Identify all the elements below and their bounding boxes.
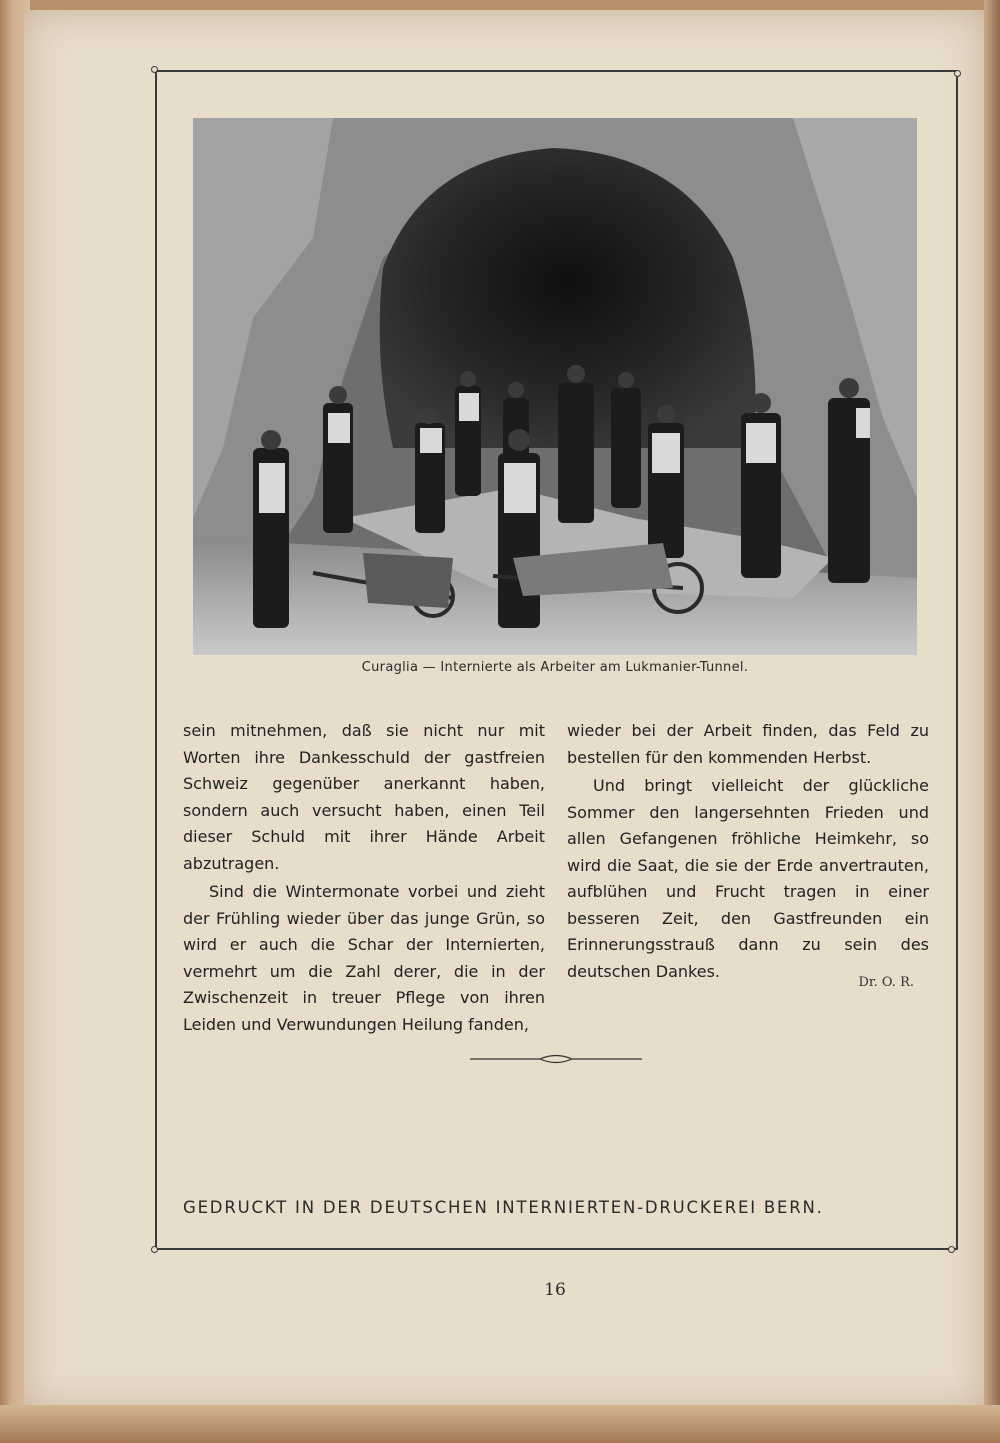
paragraph: Sind die Wintermonate vorbei und zieht der Frühling wieder über das junge Grün, so wird er auch die Schar der Internierten, vermehrt um die Zahl derer, die in der Zwischenzeit in treuer Pflege von ihren Leiden und Verwundungen Heilung fanden, xyxy=(183,882,545,1034)
author-signature: Dr. O. R. xyxy=(858,975,914,990)
tunnel-workers-photo xyxy=(193,118,917,655)
frame-corner-bottom-right xyxy=(948,1246,955,1253)
page-number: 16 xyxy=(544,1280,566,1300)
frame-corner-top-right xyxy=(954,70,961,77)
text-column-right xyxy=(567,718,929,985)
paragraph: Und bringt vielleicht der glückliche Sommer den langersehnten Frieden und allen Gefangenen fröhliche Heimkehr, so wird die Saat, die sie der Erde anvertrauten, aufblühen und Frucht tragen in einer besseren Zeit, den Gastfreunden ein Erinnerungsstrauß dann zu sein des deutschen Dankes. xyxy=(567,776,929,981)
divider-ornament xyxy=(470,1050,642,1068)
frame-corner-bottom-left xyxy=(151,1246,158,1253)
paragraph: wieder bei der Arbeit finden, das Feld zu bestellen für den kommenden Herbst. xyxy=(567,721,929,767)
book-page-edge-right xyxy=(984,0,1000,1443)
frame-corner-top-left xyxy=(151,66,158,73)
paragraph: sein mitnehmen, daß sie nicht nur mit Worten ihre Dankesschuld der gastfreien Schweiz gegenüber anerkannt haben, sondern auch versucht haben, einen Teil dieser Schuld mit ihrer Hände Arbeit abzutragen. xyxy=(183,721,545,873)
text-column-left xyxy=(183,718,545,1038)
book-page-edge-bottom xyxy=(0,1405,1000,1443)
printer-imprint: GEDRUCKT IN DER DEUTSCHEN INTERNIERTEN-DRUCKEREI BERN. xyxy=(183,1198,824,1217)
photo-caption: Curaglia — Internierte als Arbeiter am Lukmanier-Tunnel. xyxy=(361,660,749,675)
